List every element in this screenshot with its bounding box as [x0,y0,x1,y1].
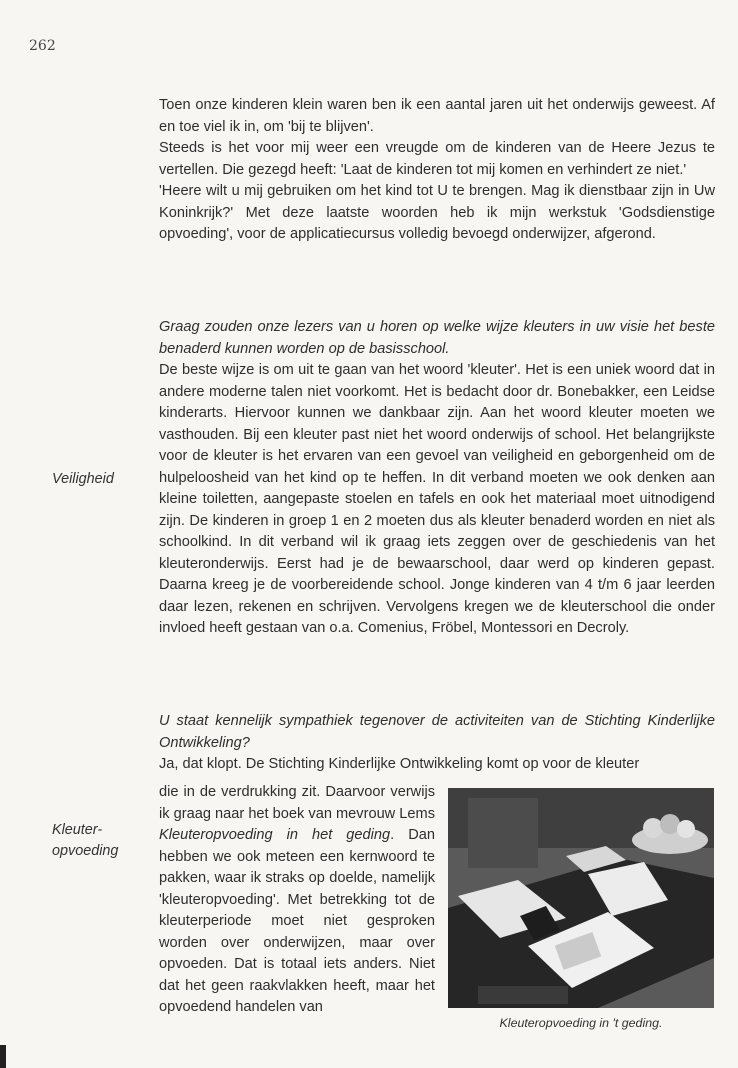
margin-note-line: Kleuter- [52,822,103,838]
paragraph: Toen onze kinderen klein waren ben ik een aantal jaren uit het onderwijs geweest. Af en toe viel ik in, om 'bij te blijven'. [159,97,715,135]
paragraph: 'Heere wilt u mij gebruiken om het kind tot U te brengen. Mag ik dienstbaar zijn in Uw Koninkrijk?' Met deze laatste woorden heb ik mijn werkstuk 'Godsdienstige opvoeding', voor de applicatiecursus volledig bevoegd onderwijzer, afgerond. [159,183,715,242]
margin-note-line: opvoeding [52,843,119,859]
paragraph: Steeds is het voor mij weer een vreugde om de kinderen van de Heere Jezus te vertellen. Die gezegd heeft: 'Laat de kinderen tot mij komen en verhindert ze niet.' [159,140,715,178]
interview-question: U staat kennelijk sympathiek tegenover de activiteiten van de Stichting Kinderlijke Ontwikkeling? [159,713,715,751]
interview-answer-line: Ja, dat klopt. De Stichting Kinderlijke Ontwikkeling komt op voor de kleuter [159,756,640,772]
interview-question: Graag zouden onze lezers van u horen op welke wijze kleuters in uw visie het beste benaderd kunnen worden op de basisschool. [159,319,715,357]
photo-illustration [448,788,714,1008]
page-edge-mark [0,1045,6,1068]
section-intro [159,95,715,246]
section-question-kleuters [159,317,715,640]
photo-books-on-table [448,788,714,1008]
answer-text: die in de verdrukking zit. Daarvoor verwijs ik graag naar het boek van mevrouw Lems [159,784,435,822]
margin-note-kleuteropvoeding [52,820,118,862]
photo-caption: Kleuteropvoeding in 't geding. [499,1016,663,1030]
section-question-stichting [159,711,715,776]
answer-text: . Dan hebben we ook meteen een kernwoord te pakken, waar ik straks op doelde, namelijk 'kleuteropvoeding'. Met betrekking tot de kleuterperiode moet niet gesproken worden over onderwijzen, maar over opvoeden. Dat is totaal iets anders. Niet dat het geen raakvlakken heeft, maar het opvoedend handelen van [159,827,435,1015]
wrapped-answer-text [159,782,435,1019]
margin-note-veiligheid: Veiligheid [52,471,114,487]
book-title: Kleuteropvoeding in het geding [159,827,391,843]
interview-answer-continued [159,782,435,1019]
interview-answer: De beste wijze is om uit te gaan van het woord 'kleuter'. Het is een uniek woord dat in andere moderne talen niet voorkomt. Het is bedacht door dr. Bonebakker, een Leidse kinderarts. Hiervoor kunnen we dankbaar zijn. Aan het woord kleuter moeten we vasthouden. Bij een kleuter past niet het woord onderwijs of school. Het belangrijkste voor de kleuter is het ervaren van een gevoel van veiligheid en geborgenheid om de hulpeloosheid van het kind op te heffen. In dit verband moeten we ook denken aan kleine toiletten, aangepaste stoelen en tafels en ook het materiaal moet uitnodigend zijn. De kinderen in groep 1 en 2 moeten dus als kleuter benaderd worden en niet als schoolkind. In dit verband wil ik graag iets zeggen over de geschiedenis van het kleuteronderwijs. Eerst had je de bewaarschool, daar werd op kinderen gepast. Daarna kreeg je de voorbereidende school. Jonge kinderen van 4 t/m 6 jaar leerden daar lezen, rekenen en schrijven. Vervolgens kregen we de kleuterschool die onder invloed heeft gestaan van o.a. Comenius, Fröbel, Montessori en Decroly. [159,362,715,636]
page-number: 262 [29,38,56,54]
